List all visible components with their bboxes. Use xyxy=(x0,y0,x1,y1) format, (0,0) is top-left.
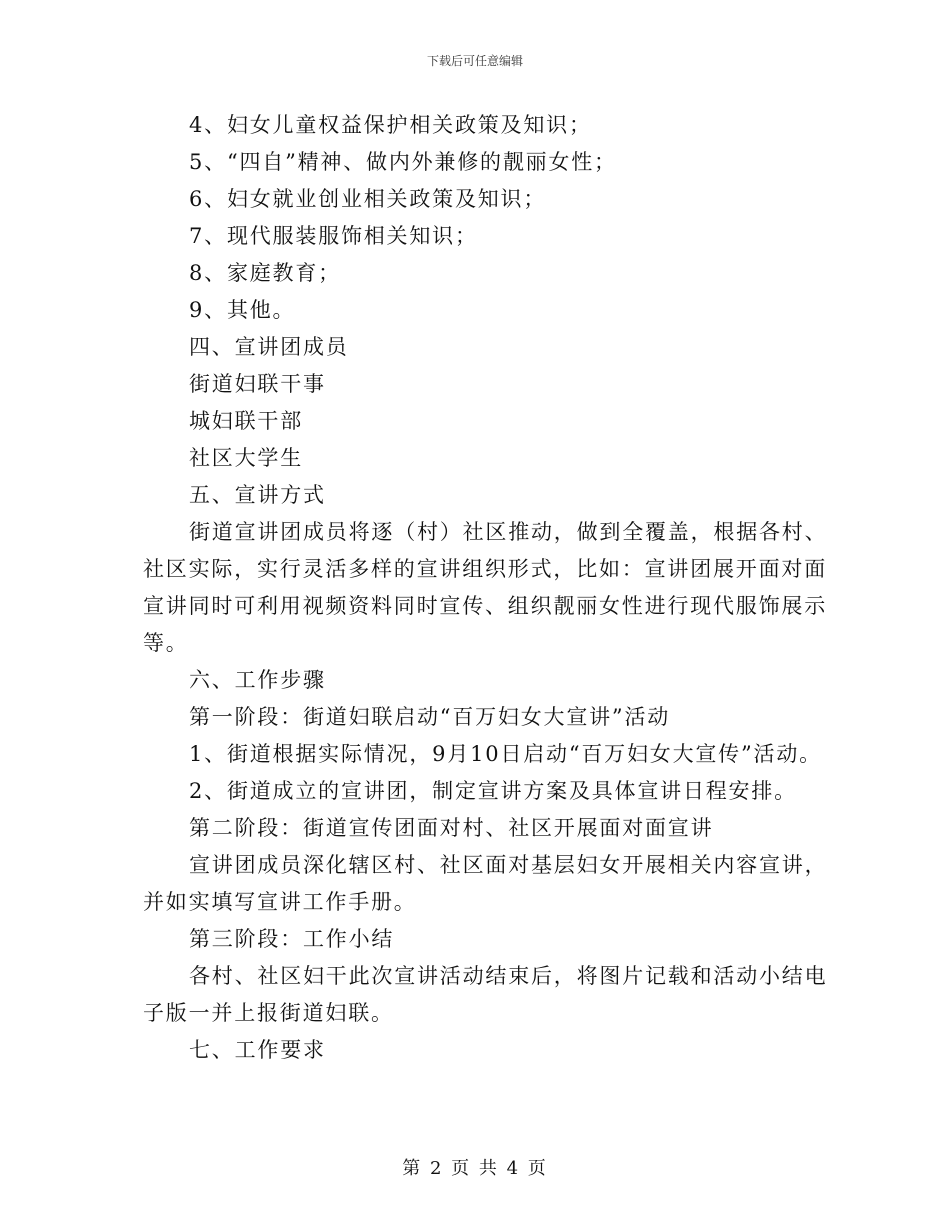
paragraph-line: 各村、社区妇干此次宣讲活动结束后，将图片记载和活动小结电 xyxy=(189,964,828,988)
section-heading: 四、宣讲团成员 xyxy=(189,335,349,359)
paragraph xyxy=(143,958,828,1032)
list-item: 9、其他。 xyxy=(189,298,296,322)
stage-heading: 第二阶段：街道宣传团面对村、社区开展面对面宣讲 xyxy=(189,816,714,840)
list-item: 2、街道成立的宣讲团，制定宣讲方案及具体宣讲日程安排。 xyxy=(189,779,797,803)
paragraph-line: 社区实际，实行灵活多样的宣讲组织形式，比如：宣讲团展开面对面 xyxy=(143,557,827,581)
page-footer: 第 2 页 共 4 页 xyxy=(402,1158,548,1179)
member-item: 城妇联干部 xyxy=(189,409,303,433)
list-item: 4、妇女儿童权益保护相关政策及知识； xyxy=(189,113,592,137)
list-item: 1、街道根据实际情况，9月10日启动“百万妇女大宣传”活动。 xyxy=(189,742,822,766)
document-body xyxy=(143,107,828,1069)
list-item: 5、“四自”精神、做内外兼修的靓丽女性； xyxy=(189,150,617,174)
paragraph-line: 并如实填写宣讲工作手册。 xyxy=(143,890,417,914)
section-heading: 五、宣讲方式 xyxy=(189,483,326,507)
page-header: 下载后可任意编辑 xyxy=(426,54,523,68)
paragraph-line: 等。 xyxy=(143,631,189,655)
paragraph xyxy=(143,847,828,921)
paragraph-line: 街道宣讲团成员将逐（村）社区推动，做到全覆盖，根据各村、 xyxy=(189,520,828,544)
paragraph-line: 宣讲同时可利用视频资料同时宣传、组织靓丽女性进行现代服饰展示 xyxy=(143,594,827,618)
section-heading: 七、工作要求 xyxy=(189,1038,326,1062)
list-item: 8、家庭教育； xyxy=(189,261,341,285)
list-item: 6、妇女就业创业相关政策及知识； xyxy=(189,187,547,211)
paragraph xyxy=(143,514,828,662)
member-item: 社区大学生 xyxy=(189,446,303,470)
list-item: 7、现代服装服饰相关知识； xyxy=(189,224,478,248)
member-item: 街道妇联干事 xyxy=(189,372,326,396)
paragraph-line: 宣讲团成员深化辖区村、社区面对基层妇女开展相关内容宣讲， xyxy=(189,853,828,877)
stage-heading: 第一阶段：街道妇联启动“百万妇女大宣讲”活动 xyxy=(189,705,671,729)
paragraph-line: 子版一并上报街道妇联。 xyxy=(143,1001,394,1025)
stage-heading: 第三阶段：工作小结 xyxy=(189,927,395,951)
section-heading: 六、工作步骤 xyxy=(189,668,326,692)
